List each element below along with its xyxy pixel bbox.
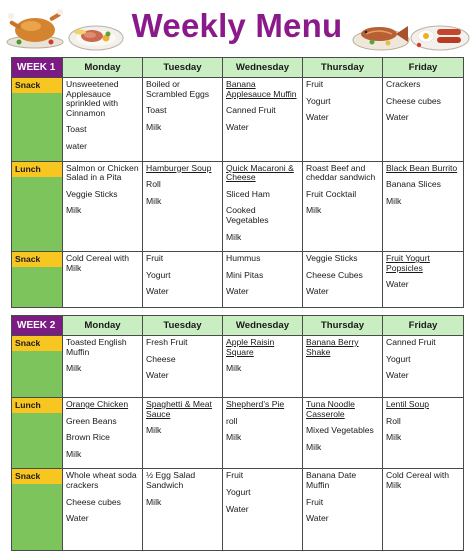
menu-item: Cheese cubes — [66, 496, 121, 507]
menu-item: Roast Beef and cheddar sandwich — [306, 162, 376, 183]
meal-label-cell — [12, 336, 63, 398]
menu-item: Cheese Cubes — [306, 269, 363, 280]
menu-cell — [383, 336, 464, 398]
menu-item: Milk — [146, 121, 162, 132]
menu-item: Canned Fruit — [386, 337, 436, 347]
menu-item: Roll — [146, 179, 161, 190]
menu-cell — [143, 252, 223, 308]
menu-item: Mixed Vegetables — [306, 425, 374, 436]
menu-item: Milk — [66, 363, 82, 374]
menu-item: Brown Rice — [66, 432, 110, 443]
recipe-link[interactable]: Quick Macaroni & Cheese — [226, 162, 294, 183]
meal-label: Snack — [12, 252, 62, 267]
recipe-link[interactable]: Banana Applesauce Muffin — [226, 79, 297, 99]
meal-row — [12, 469, 464, 551]
menu-cell — [143, 161, 223, 252]
menu-item: Hummus — [226, 253, 261, 264]
menu-item: Milk — [226, 363, 242, 374]
menu-item: Milk — [306, 205, 322, 216]
menu-item: Milk — [146, 496, 162, 507]
menu-item: Fruit — [146, 253, 164, 264]
menu-item: roll — [226, 415, 238, 426]
menu-cell — [223, 336, 303, 398]
menu-item: Cold Cereal with Milk — [66, 253, 130, 273]
menu-cell — [63, 252, 143, 308]
menu-item: Cheese cubes — [386, 95, 441, 106]
meal-label-cell — [12, 161, 63, 252]
menu-item: Water — [306, 112, 329, 123]
menu-item: Water — [386, 370, 409, 381]
menu-item: Water — [66, 513, 89, 524]
menu-item: Mini Pitas — [226, 269, 264, 280]
meal-label: Lunch — [12, 162, 62, 177]
menu-cell — [383, 398, 464, 469]
menu-item: Yogurt — [386, 353, 411, 364]
day-header: Friday — [383, 316, 464, 336]
menu-cell — [63, 336, 143, 398]
menu-item: Crackers — [386, 79, 421, 89]
menu-item: Boiled or Scrambled Eggs — [146, 79, 210, 99]
day-header: Monday — [63, 316, 143, 336]
menu-item: Milk — [226, 432, 242, 443]
menu-item: Toasted English Muffin — [66, 337, 127, 357]
menu-item: Fruit — [306, 79, 324, 89]
menu-cell — [63, 398, 143, 469]
meal-row — [12, 398, 464, 469]
recipe-link[interactable]: Banana Berry Shake — [306, 337, 359, 357]
menu-item: Whole wheat soda crackers — [66, 470, 137, 490]
recipe-link[interactable]: Black Bean Burrito — [386, 162, 458, 173]
menu-item: Yogurt — [146, 269, 171, 280]
menu-item: Milk — [66, 205, 82, 216]
roast-chicken-icon — [5, 6, 65, 50]
menu-item: Fresh Fruit — [146, 337, 188, 347]
meal-row — [12, 336, 464, 398]
menu-item: Roll — [386, 415, 401, 426]
recipe-link[interactable]: Apple Raisin Square — [226, 337, 275, 357]
meal-row — [12, 252, 464, 308]
menu-item: Milk — [66, 448, 82, 459]
day-header: Tuesday — [143, 58, 223, 78]
day-header: Thursday — [303, 316, 383, 336]
week-2-table — [11, 315, 464, 551]
menu-cell — [223, 78, 303, 162]
menu-cell — [143, 78, 223, 162]
day-header: Thursday — [303, 58, 383, 78]
menu-cell — [63, 78, 143, 162]
menu-item: ½ Egg Salad Sandwich — [146, 470, 196, 490]
menu-item: Water — [386, 112, 409, 123]
fish-plate-icon — [352, 12, 410, 52]
day-header: Monday — [63, 58, 143, 78]
recipe-link[interactable]: Spaghetti & Meat Sauce — [146, 399, 212, 419]
meal-label: Snack — [12, 78, 62, 93]
menu-item: Fruit — [306, 496, 324, 507]
meal-label-cell — [12, 398, 63, 469]
recipe-link[interactable]: Fruit Yogurt Popsicles — [386, 253, 430, 273]
menu-cell — [383, 469, 464, 551]
meal-label-cell — [12, 252, 63, 308]
menu-item: Fruit Cocktail — [306, 188, 357, 199]
menu-item: Veggie Sticks — [306, 253, 358, 264]
recipe-link[interactable]: Tuna Noodle Casserole — [306, 399, 355, 419]
menu-item: Salmon or Chicken Salad in a Pita — [66, 162, 139, 183]
menu-item: Green Beans — [66, 415, 117, 426]
day-header: Friday — [383, 58, 464, 78]
meal-label: Lunch — [12, 398, 62, 413]
menu-item: Yogurt — [226, 486, 251, 497]
recipe-link[interactable]: Hamburger Soup — [146, 162, 212, 173]
day-header: Tuesday — [143, 316, 223, 336]
day-header: Wednesday — [223, 316, 303, 336]
plate-icon — [68, 14, 124, 52]
menu-item: Veggie Sticks — [66, 188, 118, 199]
menu-item: water — [66, 140, 88, 151]
menu-cell — [223, 398, 303, 469]
menu-cell — [303, 336, 383, 398]
menu-item: Water — [226, 286, 249, 297]
week-1-table — [11, 57, 464, 308]
page-title: Weekly Menu — [131, 7, 343, 44]
menu-cell — [63, 161, 143, 252]
meal-label: Snack — [12, 336, 62, 351]
meal-row — [12, 161, 464, 252]
menu-item: Water — [226, 503, 249, 514]
menu-cell — [223, 469, 303, 551]
menu-cell — [383, 78, 464, 162]
menu-cell — [303, 252, 383, 308]
menu-item: Water — [146, 286, 169, 297]
menu-item: Fruit — [226, 470, 244, 481]
menu-cell — [383, 161, 464, 252]
day-header: Wednesday — [223, 58, 303, 78]
menu-cell — [303, 78, 383, 162]
menu-item: Water — [386, 279, 409, 290]
week-label: WEEK 2 — [12, 316, 63, 336]
menu-cell — [223, 252, 303, 308]
menu-cell — [303, 161, 383, 252]
page-header — [0, 0, 474, 56]
meal-row — [12, 78, 464, 162]
menu-item: Water — [306, 286, 329, 297]
recipe-link[interactable]: Lentil Soup — [386, 399, 430, 409]
week-1-header-row — [12, 58, 464, 78]
meal-label-cell — [12, 78, 63, 162]
menu-item: Yogurt — [306, 95, 331, 106]
menu-item: Toast — [66, 124, 87, 135]
menu-item: Milk — [146, 425, 162, 436]
breakfast-plate-icon — [410, 12, 470, 52]
meal-label: Snack — [12, 469, 62, 484]
menu-item: Water — [146, 370, 169, 381]
menu-item: Water — [226, 121, 249, 132]
menu-item: Cooked Vegetables — [226, 205, 269, 225]
menu-item: Milk — [386, 195, 402, 206]
menu-cell — [63, 469, 143, 551]
menu-item: Milk — [386, 432, 402, 443]
menu-item: Milk — [146, 195, 162, 206]
menu-item: Canned Fruit — [226, 105, 276, 116]
menu-item: Cheese — [146, 353, 176, 364]
menu-cell — [223, 161, 303, 252]
recipe-link[interactable]: Shepherd’s Pie — [226, 399, 285, 409]
meal-label-cell — [12, 469, 63, 551]
week-label: WEEK 1 — [12, 58, 63, 78]
menu-cell — [303, 398, 383, 469]
recipe-link[interactable]: Orange Chicken — [66, 399, 129, 409]
menu-item: Toast — [146, 105, 167, 116]
menu-item: Cold Cereal with Milk — [386, 470, 450, 490]
menu-cell — [143, 469, 223, 551]
menu-item: Sliced Ham — [226, 188, 270, 199]
menu-cell — [143, 336, 223, 398]
menu-item: Unsweetened Applesauce sprinkled with Cinnamon — [66, 79, 119, 118]
menu-item: Milk — [306, 441, 322, 452]
menu-item: Banana Slices — [386, 179, 441, 190]
menu-cell — [143, 398, 223, 469]
menu-item: Water — [306, 513, 329, 524]
menu-item: Milk — [226, 231, 242, 242]
menu-cell — [303, 469, 383, 551]
menu-item: Banana Date Muffin — [306, 470, 357, 490]
menu-cell — [383, 252, 464, 308]
week-2-header-row — [12, 316, 464, 336]
